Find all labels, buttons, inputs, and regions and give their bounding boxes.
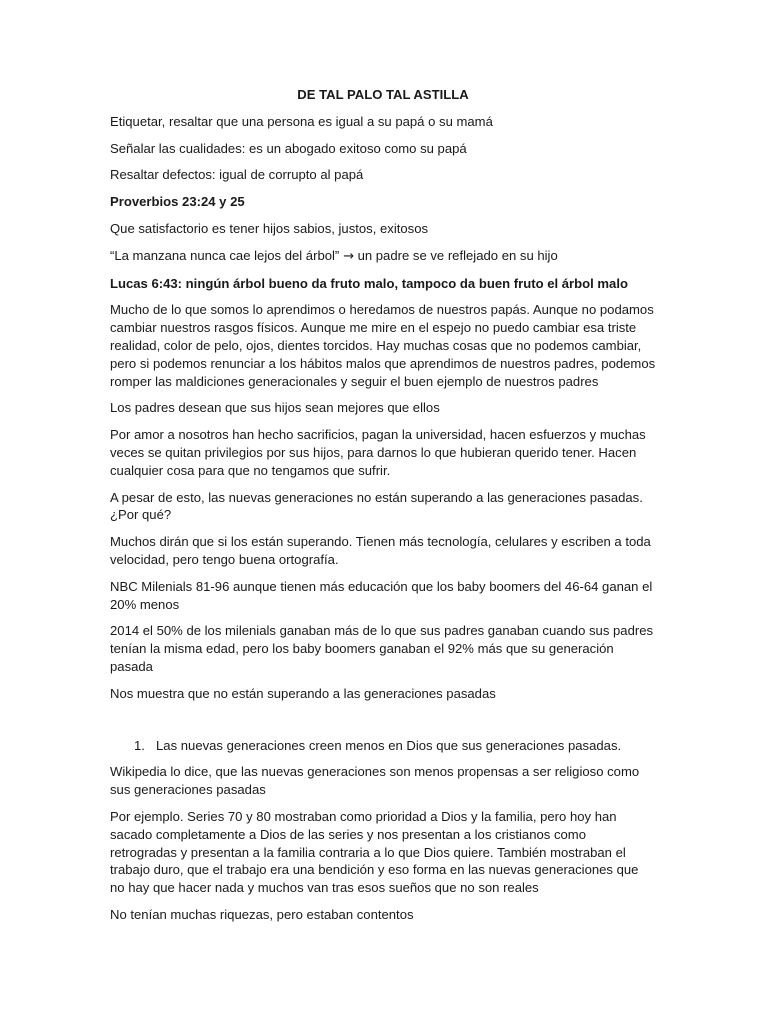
paragraph-labeling: Etiquetar, resaltar que una persona es igual a su papá o su mamá bbox=[110, 113, 493, 129]
heading-proverbios: Proverbios 23:24 y 25 bbox=[110, 194, 245, 210]
arrow-right-icon: → bbox=[342, 248, 354, 264]
empty-line bbox=[110, 712, 656, 737]
paragraph-inheritance: Mucho de lo que somos lo aprendimos o heredamos de nuestros papás. Aunque no podamos cambiar nuestros rasgos físicos. Aunque me mire en el espejo no puedo cambiar esa triste realidad, color de pelo, ojos, dientes torcidos. Hay muchas cosas que no podemos cambiar, pero si podemos renunciar a los hábitos malos que aprendimos de nuestros padres, podemos romper las maldiciones generacionales y seguir el buen ejemplo de nuestros padres bbox=[110, 302, 656, 389]
document-title: DE TAL PALO TAL ASTILLA bbox=[297, 87, 469, 102]
apple-quote: “La manzana nunca cae lejos del árbol” bbox=[110, 247, 340, 263]
list-item-number: 1. bbox=[134, 737, 145, 753]
paragraph-parents-desire: Los padres desean que sus hijos sean mejores que ellos bbox=[110, 400, 440, 416]
paragraph-sacrifices: Por amor a nosotros han hecho sacrificios, pagan la universidad, hacen esfuerzos y muchas veces se quitan privilegios por sus hijos, para darnos lo que hubieran querido tener. Hacen cualquier cosa para que no tengamos que sufrir. bbox=[110, 427, 646, 478]
paragraph-defects: Resaltar defectos: igual de corrupto al papá bbox=[110, 167, 364, 183]
paragraph-satisfaction: Que satisfactorio es tener hijos sabios, justos, exitosos bbox=[110, 220, 429, 236]
paragraph-apple-quote bbox=[110, 247, 656, 266]
paragraph-conclusion: Nos muestra que no están superando a las generaciones pasadas bbox=[110, 685, 496, 701]
paragraph-qualities: Señalar las cualidades: es un abogado exitoso como su papá bbox=[110, 140, 467, 156]
apple-quote-explanation: un padre se ve reflejado en su hijo bbox=[357, 247, 558, 263]
paragraph-series-example: Por ejemplo. Series 70 y 80 mostraban como prioridad a Dios y la familia, pero hoy han sacado completamente a Dios de las series y nos presentan a los cristianos como retrogradas y presentan a la familia contraria a lo que Dios quiere. También mostraban el trabajo duro, que el trabajo era una bendición y eso forma en las nuevas generaciones que no hay que hacer nada y muchos van tras esos sueños que no son reales bbox=[110, 808, 639, 896]
paragraph-not-surpassing: A pesar de esto, las nuevas generaciones no están superando a las generaciones pasadas. ¿Por qué? bbox=[110, 489, 643, 523]
list-item-text: Las nuevas generaciones creen menos en Dios que sus generaciones pasadas. bbox=[156, 737, 622, 753]
paragraph-nbc-milenials: NBC Milenials 81-96 aunque tienen más educación que los baby boomers del 46-64 ganan el 20% menos bbox=[110, 578, 653, 612]
document-body bbox=[110, 86, 656, 933]
list-item bbox=[110, 737, 656, 755]
heading-lucas: Lucas 6:43: ningún árbol bueno da fruto malo, tampoco da buen fruto el árbol malo bbox=[110, 275, 628, 291]
paragraph-contentment: No tenían muchas riquezas, pero estaban contentos bbox=[110, 906, 414, 922]
paragraph-2014-stats: 2014 el 50% de los milenials ganaban más de lo que sus padres ganaban cuando sus padres tenían la misma edad, pero los baby boomers ganaban el 92% más que su generación pasada bbox=[110, 623, 654, 674]
paragraph-technology: Muchos dirán que si los están superando. Tienen más tecnología, celulares y escriben a toda velocidad, pero tengo buena ortografía. bbox=[110, 534, 651, 567]
paragraph-wikipedia: Wikipedia lo dice, que las nuevas generaciones son menos propensas a ser religioso como sus generaciones pasadas bbox=[110, 764, 640, 798]
